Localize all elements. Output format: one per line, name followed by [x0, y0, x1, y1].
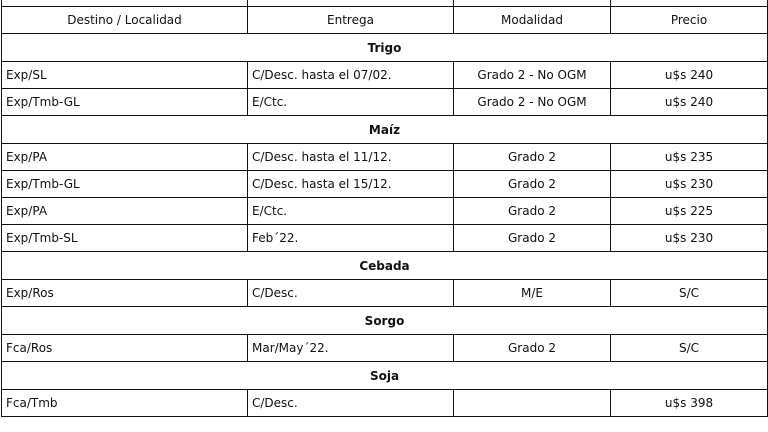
cell-destino: Exp/Ros — [2, 280, 248, 307]
cell-precio: u$s 230 — [611, 225, 768, 252]
cell-entrega: Mar/May´22. — [248, 335, 454, 362]
cell-modalidad: Grado 2 — [454, 198, 611, 225]
cell-modalidad: Grado 2 - No OGM — [454, 89, 611, 116]
section-row — [2, 307, 768, 335]
cell-destino: Fca/Ros — [2, 335, 248, 362]
cell-entrega: C/Desc. hasta el 11/12. — [248, 144, 454, 171]
table-row — [2, 198, 768, 225]
cell-entrega: C/Desc. — [248, 390, 454, 417]
section-title: Trigo — [2, 34, 768, 62]
cell-precio: u$s 240 — [611, 62, 768, 89]
cell-precio: u$s 398 — [611, 390, 768, 417]
table-row — [2, 335, 768, 362]
price-table-body — [2, 0, 768, 417]
cell-destino: Exp/Tmb-GL — [2, 89, 248, 116]
header-entrega: Entrega — [248, 7, 454, 34]
cell-modalidad: Grado 2 — [454, 335, 611, 362]
table-row — [2, 171, 768, 198]
section-row — [2, 34, 768, 62]
cell-entrega: Feb´22. — [248, 225, 454, 252]
cell-modalidad: Grado 2 — [454, 225, 611, 252]
table-row — [2, 144, 768, 171]
cell-precio: u$s 235 — [611, 144, 768, 171]
section-row — [2, 116, 768, 144]
cell-modalidad: M/E — [454, 280, 611, 307]
cell-precio: u$s 225 — [611, 198, 768, 225]
cell-entrega: C/Desc. hasta el 15/12. — [248, 171, 454, 198]
cell-destino: Exp/PA — [2, 198, 248, 225]
price-table — [1, 0, 768, 417]
table-row — [2, 225, 768, 252]
section-title: Sorgo — [2, 307, 768, 335]
header-precio: Precio — [611, 7, 768, 34]
cell-entrega: C/Desc. hasta el 07/02. — [248, 62, 454, 89]
cell-entrega: E/Ctc. — [248, 89, 454, 116]
table-row — [2, 89, 768, 116]
cell-destino: Fca/Tmb — [2, 390, 248, 417]
cell-precio: u$s 240 — [611, 89, 768, 116]
cell-precio: S/C — [611, 335, 768, 362]
header-destino: Destino / Localidad — [2, 7, 248, 34]
cell-entrega: C/Desc. — [248, 280, 454, 307]
cell-precio: S/C — [611, 280, 768, 307]
cell-modalidad: Grado 2 — [454, 144, 611, 171]
cell-entrega: E/Ctc. — [248, 198, 454, 225]
table-row — [2, 390, 768, 417]
table-header-row — [2, 7, 768, 34]
section-row — [2, 252, 768, 280]
cell-destino: Exp/PA — [2, 144, 248, 171]
section-title: Soja — [2, 362, 768, 390]
section-row — [2, 362, 768, 390]
cell-modalidad: Grado 2 - No OGM — [454, 62, 611, 89]
table-row — [2, 280, 768, 307]
cell-destino: Exp/SL — [2, 62, 248, 89]
section-title: Cebada — [2, 252, 768, 280]
cell-modalidad: Grado 2 — [454, 171, 611, 198]
table-row — [2, 62, 768, 89]
cell-destino: Exp/Tmb-GL — [2, 171, 248, 198]
section-title: Maíz — [2, 116, 768, 144]
cell-destino: Exp/Tmb-SL — [2, 225, 248, 252]
header-modalidad: Modalidad — [454, 7, 611, 34]
cell-modalidad — [454, 390, 611, 417]
cell-precio: u$s 230 — [611, 171, 768, 198]
